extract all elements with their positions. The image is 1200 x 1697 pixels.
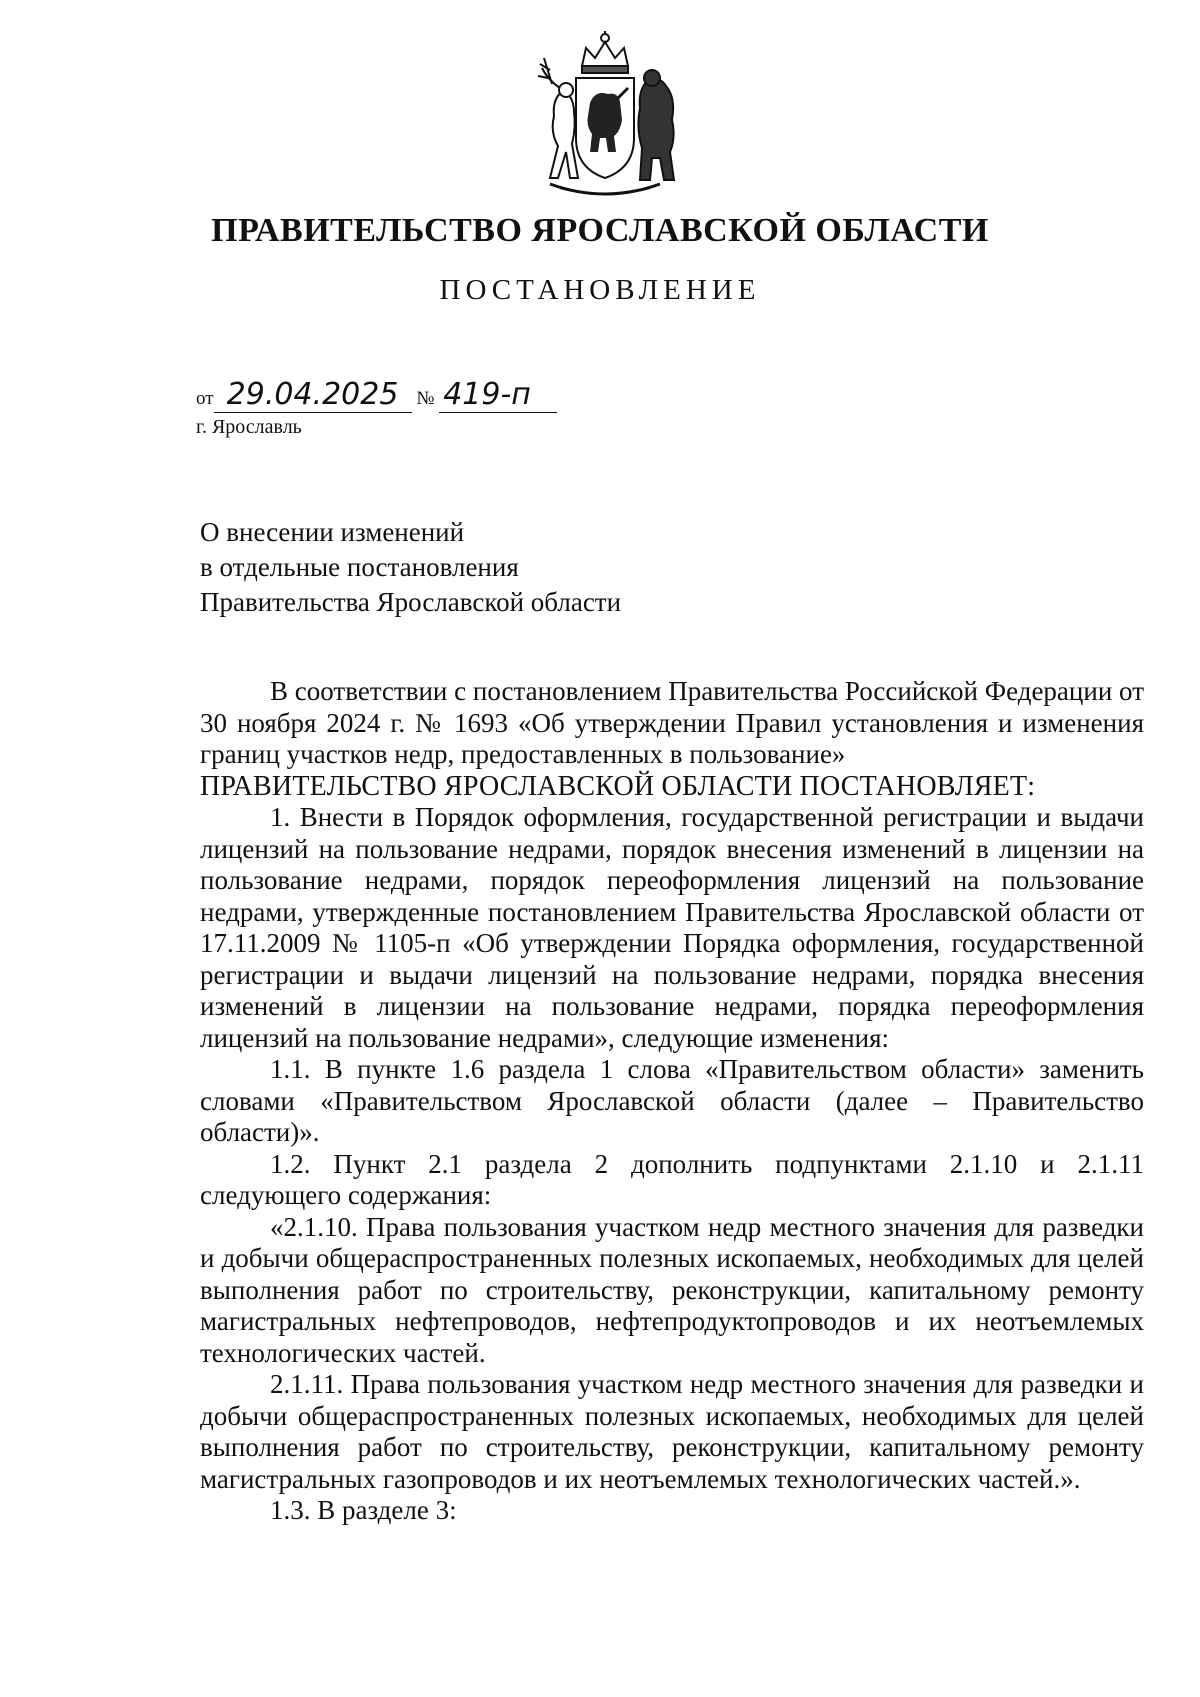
document-body xyxy=(200,676,1144,1527)
government-title: ПРАВИТЕЛЬСТВО ЯРОСЛАВСКОЙ ОБЛАСТИ xyxy=(211,212,989,249)
number-prefix: № xyxy=(416,388,435,409)
document-number: 419-п xyxy=(439,378,557,413)
clause-1-3: 1.3. В разделе 3: xyxy=(270,1495,457,1525)
resolution-heading: ПРАВИТЕЛЬСТВО ЯРОСЛАВСКОЙ ОБЛАСТИ ПОСТАНОВЛЯЕТ: xyxy=(200,770,1036,802)
clause-1-1: 1.1. В пункте 1.6 раздела 1 слова «Правительством области» заменить словами «Правительством Ярославской области (далее – Правительство области)». xyxy=(200,1054,1144,1147)
clause-1: 1. Внести в Порядок оформления, государственной регистрации и выдачи лицензий на пользование недрами, порядок внесения изменений в лицензии на пользование недрами, порядок переоформления лицензий на пользование недрами, утвержденные постановлением Правительства Ярославской области от 17.11.2009 № 1105-п «Об утверждении Порядка оформления, государственной регистрации и выдачи лицензий на пользование недрами, порядка внесения изменений в лицензии на пользование недрами, порядка переоформления лицензий на пользование недрами», следующие изменения: xyxy=(200,802,1144,1053)
clause-1-2: 1.2. Пункт 2.1 раздела 2 дополнить подпунктами 2.1.10 и 2.1.11 следующего содержания: xyxy=(200,1148,1144,1210)
document-type-title: ПОСТАНОВЛЕНИЕ xyxy=(439,274,761,306)
document-city: г. Ярославль xyxy=(196,416,302,438)
document-subject xyxy=(200,515,621,620)
document-meta xyxy=(196,378,557,413)
subject-line: в отдельные постановления xyxy=(200,552,519,582)
date-prefix: от xyxy=(196,388,214,409)
preamble-paragraph: В соответствии с постановлением Правительства Российской Федерации от 30 ноября 2024 г. № 1693 «Об утверждении Правил установления и изменения границ участков недр, предоставленных в пользование» xyxy=(200,676,1144,769)
subclause-2-1-10: «2.1.10. Права пользования участком недр местного значения для разведки и добычи общераспространенных полезных ископаемых, необходимых для целей выполнения работ по строительству, реконструкции, капитальному ремонту магистральных нефтепроводов, нефтепродуктопроводов и их неотъемлемых технологических частей. xyxy=(200,1211,1144,1368)
subclause-2-1-11: 2.1.11. Права пользования участком недр местного значения для разведки и добычи общераспространенных полезных ископаемых, необходимых для целей выполнения работ по строительству, реконструкции, капитальному ремонту магистральных газопроводов и их неотъемлемых технологических частей.». xyxy=(200,1369,1144,1494)
document-date: 29.04.2025 xyxy=(214,378,412,413)
subject-line: Правительства Ярославской области xyxy=(200,587,622,617)
coat-of-arms-emblem xyxy=(520,28,690,208)
subject-line: О внесении изменений xyxy=(200,517,465,547)
